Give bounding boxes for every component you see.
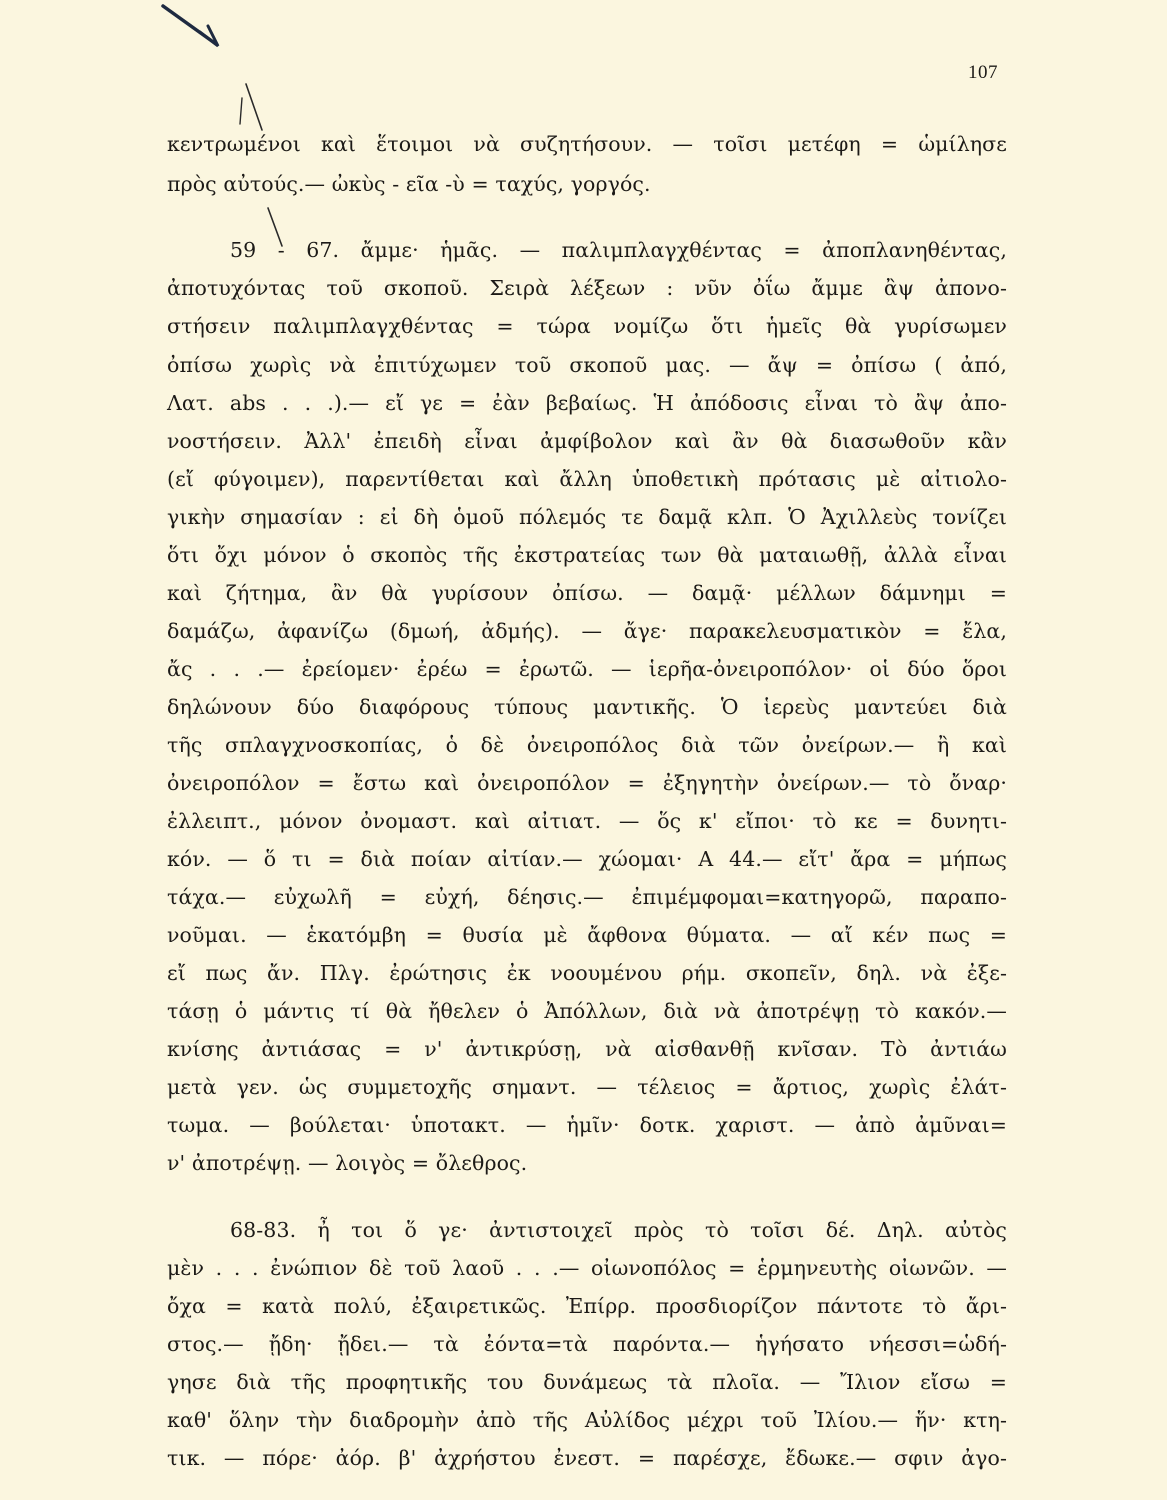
text-line: κόν. — ὅ τι = διὰ ποίαν αἰτίαν.— χώομαι· Α 44.— εἴτ' ἄρα = μήπως <box>167 847 1007 871</box>
text-line: κνίσης ἀντιάσας = ν' ἀντικρύσῃ, νὰ αἰσθανθῇ κνῖσαν. Τὸ ἀντιάω <box>167 1037 1007 1061</box>
text-line: 59 - 67. ἄμμε· ἡμᾶς. — παλιμπλαγχθέντας = ἀποπλανηθέντας, <box>230 238 1007 262</box>
text-line: ν' ἀποτρέψῃ. — λοιγὸς = ὄλεθρος. <box>167 1151 528 1175</box>
text-line: δηλώνουν δύο διαφόρους τύπους μαντικῆς. Ὁ ἱερεὺς μαντεύει διὰ <box>167 695 1007 719</box>
text-line: γησε διὰ τῆς προφητικῆς του δυνάμεως τὰ πλοῖα. — Ἴλιον εἴσω = <box>167 1370 1007 1394</box>
text-line: καθ' ὅλην τὴν διαδρομὴν ἀπὸ τῆς Αὐλίδος μέχρι τοῦ Ἰλίου.— ἥν· κτη- <box>167 1408 1007 1432</box>
text-line: εἴ πως ἄν. Πλγ. ἐρώτησις ἐκ νοουμένου ρήμ. σκοπεῖν, δηλ. νὰ ἐξε- <box>167 961 1007 985</box>
text-line: ἄς . . .— ἐρείομεν· ἐρέω = ἐρωτῶ. — ἱερῆα-ὀνειροπόλον· οἱ δύο ὅροι <box>167 657 1007 681</box>
text-line: Λατ. abs . . .).— εἴ γε = ἐὰν βεβαίως. Ἡ ἀπόδοσις εἶναι τὸ ἂψ ἀπο- <box>167 391 1007 415</box>
text-line: μὲν . . . ἐνώπιον δὲ τοῦ λαοῦ . . .— οἰωνοπόλος = ἑρμηνευτὴς οἰωνῶν. — <box>167 1256 1007 1280</box>
text-line: τάχα.— εὐχωλῆ = εὐχή, δέησις.— ἐπιμέμφομαι=κατηγορῶ, παραπο- <box>167 885 1007 909</box>
text-line: 68-83. ἦ τοι ὅ γε· ἀντιστοιχεῖ πρὸς τὸ τοῖσι δέ. Δηλ. αὐτὸς <box>230 1218 1007 1242</box>
text-line: κεντρωμένοι καὶ ἕτοιμοι νὰ συζητήσουν. — τοῖσι μετέφη = ὡμίλησε <box>167 132 1007 156</box>
text-line: μετὰ γεν. ὡς συμμετοχῆς σημαντ. — τέλειος = ἄρτιος, χωρὶς ἐλάτ- <box>167 1075 1007 1099</box>
text-line: ὀνειροπόλον = ἔστω καὶ ὀνειροπόλον = ἐξηγητὴν ὀνείρων.— τὸ ὄναρ· <box>167 771 1007 795</box>
text-line: τωμα. — βούλεται· ὑποτακτ. — ἡμῖν· δοτκ. χαριστ. — ἀπὸ ἀμῦναι= <box>167 1113 1007 1137</box>
text-line: γικὴν σημασίαν : εἰ δὴ ὁμοῦ πόλεμός τε δαμᾷ κλπ. Ὁ Ἀχιλλεὺς τονίζει <box>167 505 1007 529</box>
text-line: πρὸς αὐτούς.— ὠκὺς - εῖα -ὺ = ταχύς, γοργός. <box>167 172 651 196</box>
text-line: ἀποτυχόντας τοῦ σκοποῦ. Σειρὰ λέξεων : νῦν ὀΐω ἄμμε ἂψ ἀπονο- <box>167 276 1007 300</box>
text-line: καὶ ζήτημα, ἂν θὰ γυρίσουν ὀπίσω. — δαμᾷ· μέλλων δάμνημι = <box>167 581 1007 605</box>
text-line: στος.— ᾔδη· ᾔδει.— τὰ ἐόντα=τὰ παρόντα.— ἡγήσατο νήεσσι=ὡδή- <box>167 1332 1007 1356</box>
page-number: 107 <box>968 62 998 83</box>
text-line: στήσειν παλιμπλαγχθέντας = τώρα νομίζω ὅτι ἡμεῖς θὰ γυρίσωμεν <box>167 314 1007 338</box>
text-line: ὄχα = κατὰ πολύ, ἐξαιρετικῶς. Ἐπίρρ. προσδιορίζον πάντοτε τὸ ἄρι- <box>167 1294 1007 1318</box>
text-line: τικ. — πόρε· ἀόρ. β' ἀχρήστου ἐνεστ. = παρέσχε, ἔδωκε.— σφιν ἀγο- <box>167 1446 1007 1470</box>
text-line: ὅτι ὄχι μόνον ὁ σκοπὸς τῆς ἐκστρατείας των θὰ ματαιωθῇ, ἀλλὰ εἶναι <box>167 543 1007 567</box>
text-line: (εἴ φύγοιμεν), παρεντίθεται καὶ ἄλλη ὑποθετικὴ πρότασις μὲ αἰτιολο- <box>167 467 1007 491</box>
text-line: ἐλλειπτ., μόνον ὀνομαστ. καὶ αἰτιατ. — ὅς κ' εἴποι· τὸ κε = δυνητι- <box>167 809 1007 833</box>
text-line: τῆς σπλαγχνοσκοπίας, ὁ δὲ ὀνειροπόλος διὰ τῶν ὀνείρων.— ἢ καὶ <box>167 733 1007 757</box>
text-line: τάσῃ ὁ μάντις τί θὰ ἤθελεν ὁ Ἀπόλλων, διὰ νὰ ἀποτρέψῃ τὸ κακόν.— <box>167 999 1007 1023</box>
text-line: δαμάζω, ἀφανίζω (δμωή, ἀδμής). — ἄγε· παρακελευσματικὸν = ἔλα, <box>167 619 1007 643</box>
text-line: νοστήσειν. Ἀλλ' ἐπειδὴ εἶναι ἀμφίβολον καὶ ἂν θὰ διασωθοῦν κἂν <box>167 429 1007 453</box>
text-line: ὀπίσω χωρὶς νὰ ἐπιτύχωμεν τοῦ σκοποῦ μας. — ἄψ = ὀπίσω ( ἀπό, <box>167 353 1007 377</box>
text-line: νοῦμαι. — ἑκατόμβη = θυσία μὲ ἄφθονα θύματα. — αἴ κέν πως = <box>167 923 1007 947</box>
